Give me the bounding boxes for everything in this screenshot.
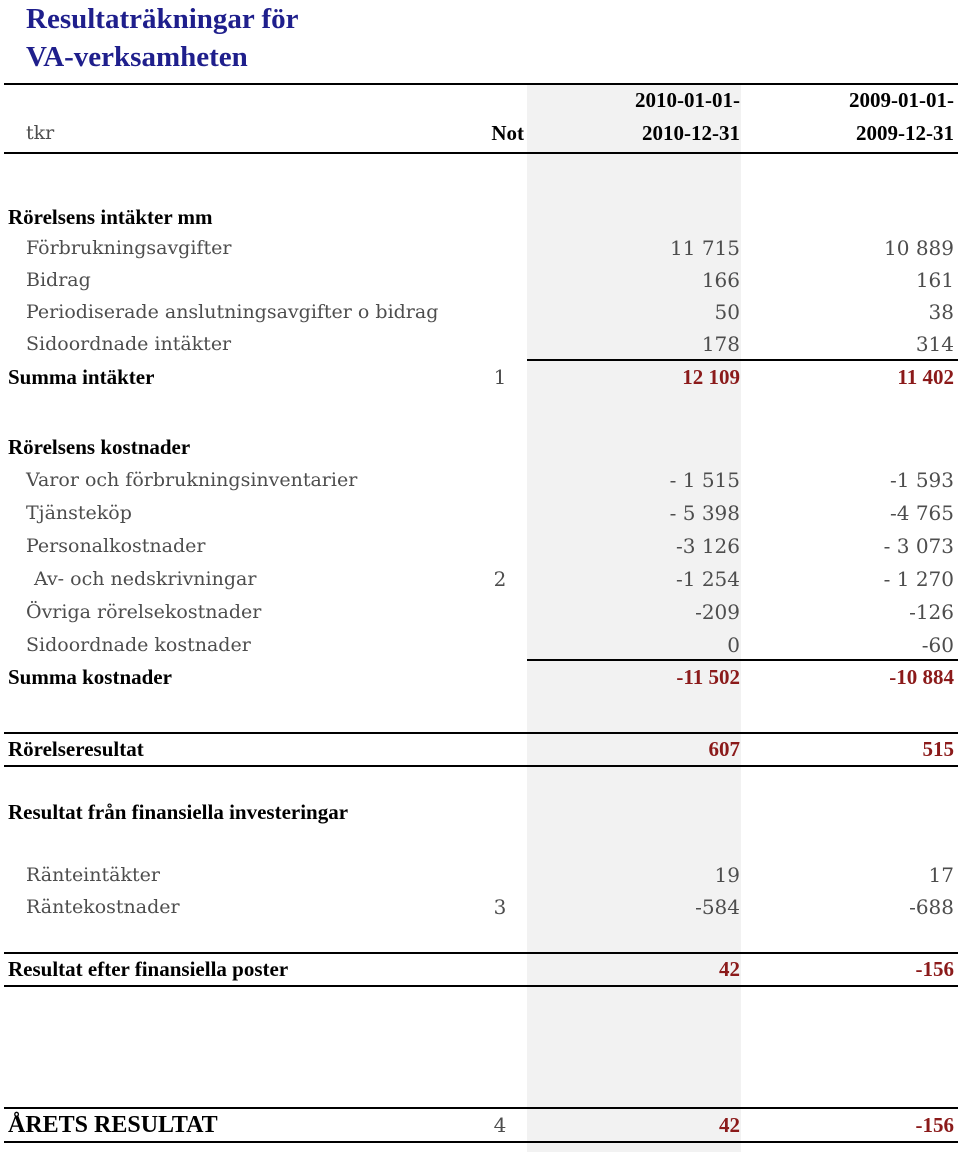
- page-title: [26, 0, 299, 76]
- value-2010: 0: [727, 633, 740, 657]
- row-label: ÅRETS RESULTAT: [8, 1112, 218, 1138]
- value-2010: - 5 398: [669, 501, 740, 525]
- col-2010-start: 2010-01-01-: [635, 88, 740, 112]
- value-2010: -209: [695, 600, 740, 624]
- table-row: [0, 596, 960, 628]
- table-row: [0, 232, 960, 264]
- row-label: Resultat efter finansiella poster: [8, 957, 289, 981]
- note-ref: 3: [493, 895, 507, 919]
- row-label: Sidoordnade intäkter: [26, 333, 232, 355]
- col-2009-end: 2009-12-31: [856, 121, 954, 145]
- value-2009: -1 593: [889, 468, 954, 492]
- section-heading-label: Rörelsens kostnader: [8, 435, 191, 459]
- col-2010-end: 2010-12-31: [642, 121, 740, 145]
- value-2010: - 1 515: [669, 468, 740, 492]
- value-2009: 161: [915, 268, 954, 292]
- value-2009: -156: [915, 957, 954, 981]
- note-ref: 2: [493, 567, 507, 591]
- value-2010: 12 109: [682, 365, 740, 389]
- value-2010: 19: [714, 863, 740, 887]
- table-row: [0, 891, 960, 923]
- value-2009: -688: [909, 895, 954, 919]
- row-label: Sidoordnade kostnader: [26, 634, 251, 656]
- title-line-1: Resultaträkningar för: [26, 3, 299, 35]
- value-2009: -156: [915, 1113, 954, 1137]
- unit-label: tkr: [26, 122, 55, 144]
- section-heading-label: Rörelsens intäkter mm: [8, 205, 213, 229]
- table-row: [0, 328, 960, 360]
- value-2009: -10 884: [889, 665, 954, 689]
- table-row: [0, 464, 960, 496]
- row-label: Ränteintäkter: [26, 864, 160, 886]
- col-2009-start: 2009-01-01-: [849, 88, 954, 112]
- table-row: [0, 530, 960, 562]
- value-2009: - 3 073: [883, 534, 954, 558]
- row-label: Förbrukningsavgifter: [26, 237, 232, 259]
- header-row-2: [0, 117, 960, 149]
- value-2009: 17: [928, 863, 954, 887]
- value-2009: 515: [922, 737, 954, 761]
- value-2009: 38: [928, 300, 954, 324]
- operating-result-bottom-rule: [4, 765, 958, 767]
- after-financial-bottom-rule: [4, 985, 958, 987]
- row-label: Av- och nedskrivningar: [34, 568, 257, 590]
- value-2010: 178: [701, 332, 740, 356]
- value-2009: -60: [921, 633, 954, 657]
- row-label: Summa intäkter: [8, 365, 155, 389]
- row-label: Räntekostnader: [26, 896, 180, 918]
- header-bottom-rule: [4, 152, 958, 154]
- section-heading-costs: [0, 431, 960, 463]
- header-row-1: [0, 84, 960, 116]
- note-ref: 1: [493, 365, 507, 389]
- value-2010: 42: [719, 1113, 740, 1137]
- year-result-bottom-rule: [4, 1141, 958, 1143]
- value-2010: -11 502: [676, 665, 740, 689]
- row-label: Varor och förbrukningsinventarier: [26, 469, 358, 491]
- value-2010: 166: [701, 268, 740, 292]
- table-row: [0, 264, 960, 296]
- table-row: [0, 296, 960, 328]
- value-2009: 10 889: [884, 236, 954, 260]
- section-heading-financial: [0, 796, 960, 828]
- value-2010: -1 254: [675, 567, 740, 591]
- row-label: Periodiserade anslutningsavgifter o bidrag: [26, 301, 439, 323]
- note-ref: 4: [493, 1113, 507, 1137]
- value-2010: 50: [714, 300, 740, 324]
- value-2009: 11 402: [897, 365, 954, 389]
- total-row-costs: [0, 661, 960, 693]
- value-2009: 314: [915, 332, 954, 356]
- table-row: [0, 497, 960, 529]
- value-2010: 11 715: [670, 236, 740, 260]
- row-label: Rörelseresultat: [8, 737, 144, 761]
- row-label: Övriga rörelsekostnader: [26, 601, 262, 623]
- value-2010: -584: [695, 895, 740, 919]
- section-heading-income: [0, 201, 960, 233]
- table-row: [0, 563, 960, 595]
- value-2010: 42: [719, 957, 740, 981]
- table-row: [0, 629, 960, 661]
- after-financial-row: [0, 953, 960, 985]
- table-row: [0, 859, 960, 891]
- title-line-2: VA-verksamheten: [26, 41, 248, 73]
- total-row-income: [0, 361, 960, 393]
- value-2009: - 1 270: [883, 567, 954, 591]
- year-result-row: [0, 1109, 960, 1141]
- operating-result-row: [0, 733, 960, 765]
- row-label: Summa kostnader: [8, 665, 172, 689]
- value-2010: 607: [708, 737, 740, 761]
- note-header: Not: [491, 121, 524, 145]
- value-2009: -4 765: [889, 501, 954, 525]
- row-label: Bidrag: [26, 269, 91, 291]
- value-2010: -3 126: [675, 534, 740, 558]
- row-label: Personalkostnader: [26, 535, 206, 557]
- value-2009: -126: [909, 600, 954, 624]
- section-heading-label: Resultat från finansiella investeringar: [8, 800, 349, 824]
- row-label: Tjänsteköp: [26, 502, 132, 524]
